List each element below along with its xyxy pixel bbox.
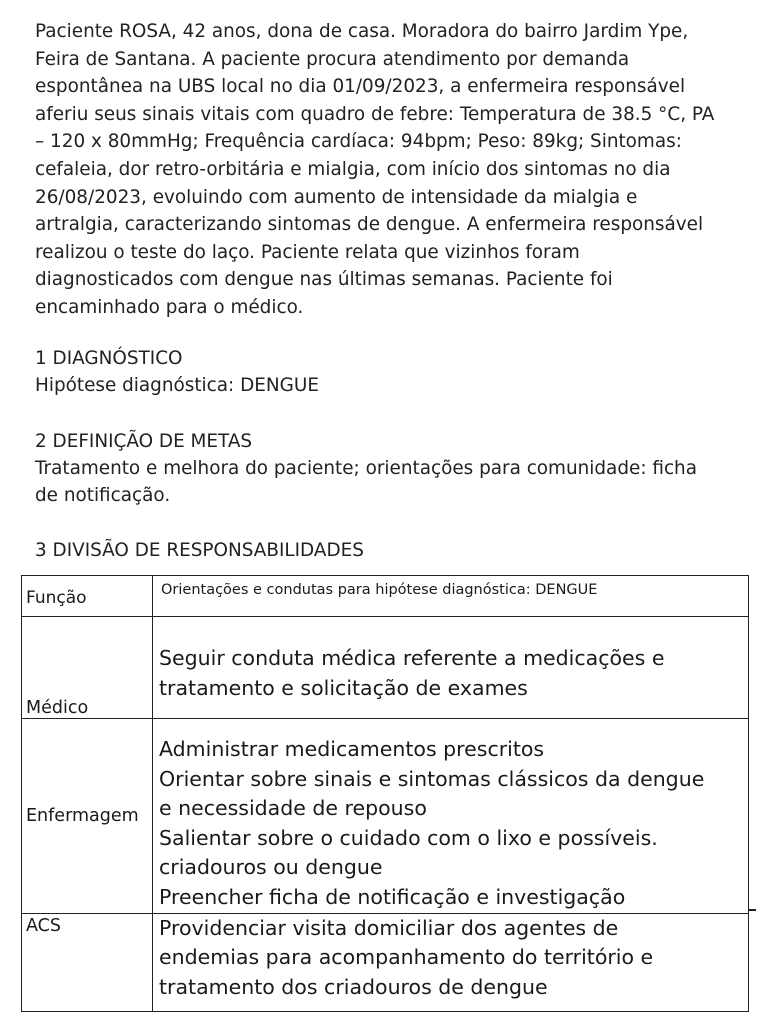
tasks-cell bbox=[153, 617, 749, 719]
task-line: Preencher ficha de notificação e investigação bbox=[159, 884, 626, 909]
diagnosis-section bbox=[35, 345, 735, 399]
intro-line: encaminhado para o médico. bbox=[35, 296, 304, 318]
role-cell: Médico bbox=[22, 617, 153, 719]
intro-line: aferiu seus sinais vitais com quadro de febre: Temperatura de 38.5 °C, PA bbox=[35, 103, 715, 125]
task-line: endemias para acompanhamento do território e bbox=[159, 945, 654, 970]
intro-line: Paciente ROSA, 42 anos, dona de casa. Moradora do bairro Jardim Ype, bbox=[35, 21, 689, 42]
responsibilities-section bbox=[35, 537, 735, 564]
diagnosis-heading: 1 DIAGNÓSTICO bbox=[35, 348, 183, 369]
task-line: Salientar sobre o cuidado com o lixo e possíveis. bbox=[159, 825, 658, 850]
table-border-overhang bbox=[748, 909, 756, 911]
task-line: tratamento dos criadouros de dengue bbox=[159, 974, 548, 999]
diagnosis-text: Hipótese diagnóstica: DENGUE bbox=[35, 375, 319, 396]
responsibilities-heading: 3 DIVISÃO DE RESPONSABILIDADES bbox=[35, 540, 364, 561]
goals-section bbox=[35, 428, 735, 509]
role-cell: Enfermagem bbox=[22, 719, 153, 914]
table-row bbox=[22, 913, 749, 1011]
case-description bbox=[35, 18, 735, 322]
tasks-cell bbox=[153, 913, 749, 1011]
header-function: Função bbox=[22, 576, 153, 617]
intro-line: cefaleia, dor retro-orbitária e mialgia, com início dos sintomas no dia bbox=[35, 158, 671, 180]
intro-line: realizou o teste do laço. Paciente relata que vizinhos foram bbox=[35, 241, 580, 263]
task-line: e necessidade de repouso bbox=[159, 796, 427, 821]
goals-heading: 2 DEFINIÇÃO DE METAS bbox=[35, 431, 253, 452]
intro-line: – 120 x 80mmHg; Frequência cardíaca: 94bpm; Peso: 89kg; Sintomas: bbox=[35, 131, 682, 153]
tasks-cell bbox=[153, 719, 749, 914]
table-row bbox=[22, 617, 749, 719]
intro-line: 26/08/2023, evoluindo com aumento de intensidade da mialgia e bbox=[35, 186, 638, 208]
table-header-row bbox=[22, 576, 749, 617]
intro-line: Feira de Santana. A paciente procura atendimento por demanda bbox=[35, 48, 630, 70]
intro-line: espontânea na UBS local no dia 01/09/2023, a enfermeira responsável bbox=[35, 76, 686, 98]
task-line: Providenciar visita domiciliar dos agentes de bbox=[159, 915, 619, 940]
task-line: Seguir conduta médica referente a medicações e bbox=[159, 646, 665, 670]
task-line: tratamento e solicitação de exames bbox=[159, 675, 528, 700]
table-row bbox=[22, 719, 749, 914]
goals-text-line: de notificação. bbox=[35, 485, 171, 506]
role-cell: ACS bbox=[22, 913, 153, 1011]
task-line: criadouros ou dengue bbox=[159, 855, 383, 880]
intro-line: artralgia, caracterizando sintomas de dengue. A enfermeira responsável bbox=[35, 214, 704, 236]
header-guidelines: Orientações e condutas para hipótese diagnóstica: DENGUE bbox=[153, 576, 749, 617]
task-line: Administrar medicamentos prescritos bbox=[159, 737, 545, 761]
goals-text-line: Tratamento e melhora do paciente; orientações para comunidade: ficha bbox=[35, 458, 697, 479]
intro-line: diagnosticados com dengue nas últimas semanas. Paciente foi bbox=[35, 269, 613, 291]
responsibilities-table bbox=[21, 575, 749, 1012]
task-line: Orientar sobre sinais e sintomas clássicos da dengue bbox=[159, 766, 705, 791]
